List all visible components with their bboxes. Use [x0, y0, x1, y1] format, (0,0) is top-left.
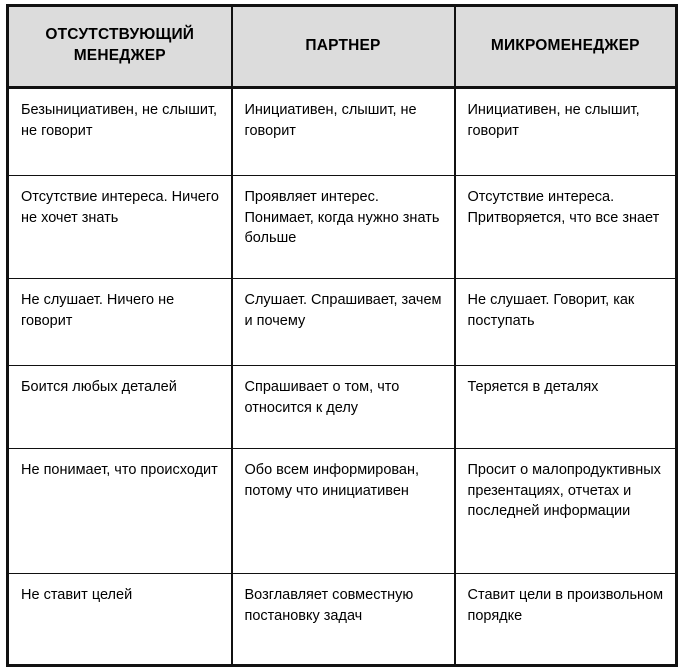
manager-types-comparison-table: [6, 4, 678, 667]
cell-absent-3: Не слушает. Ничего не говорит: [8, 279, 232, 366]
table-row: [8, 88, 677, 176]
column-header-partner: ПАРТНЕР: [232, 6, 455, 88]
cell-partner-2: Проявляет интерес. Понимает, когда нужно знать больше: [232, 176, 455, 279]
cell-partner-3: Слушает. Спрашивает, зачем и почему: [232, 279, 455, 366]
column-header-absent-manager: ОТСУТСТВУЮЩИЙ МЕНЕДЖЕР: [8, 6, 232, 88]
table-row: [8, 176, 677, 279]
table-row: [8, 574, 677, 666]
column-header-micromanager: МИКРОМЕНЕДЖЕР: [455, 6, 677, 88]
table-header: [8, 6, 677, 88]
cell-absent-5: Не понимает, что происходит: [8, 449, 232, 574]
cell-micro-3: Не слушает. Говорит, как поступать: [455, 279, 677, 366]
table-row: [8, 366, 677, 449]
cell-partner-4: Спрашивает о том, что относится к делу: [232, 366, 455, 449]
cell-absent-4: Боится любых деталей: [8, 366, 232, 449]
cell-absent-6: Не ставит целей: [8, 574, 232, 666]
table-header-row: [8, 6, 677, 88]
cell-partner-1: Инициативен, слышит, не говорит: [232, 88, 455, 176]
cell-partner-5: Обо всем информирован, потому что инициативен: [232, 449, 455, 574]
cell-absent-2: Отсутствие интереса. Ничего не хочет знать: [8, 176, 232, 279]
cell-absent-1: Безынициативен, не слышит, не говорит: [8, 88, 232, 176]
cell-micro-6: Ставит цели в произвольном порядке: [467, 587, 664, 624]
cell-micro-5: Просит о малопродуктивных презентациях, отчетах и последней информации: [455, 449, 677, 574]
table-row: [8, 449, 677, 574]
cell-micro-4: Теряется в деталях: [455, 366, 677, 449]
table-body: [8, 88, 677, 666]
table-row: [8, 279, 677, 366]
cell-partner-6: Возглавляет совместную постановку задач: [232, 574, 455, 666]
cell-micro-1: Инициативен, не слышит, говорит: [455, 88, 677, 176]
cell-micro-2: Отсутствие интереса. Притворяется, что все знает: [455, 176, 677, 279]
